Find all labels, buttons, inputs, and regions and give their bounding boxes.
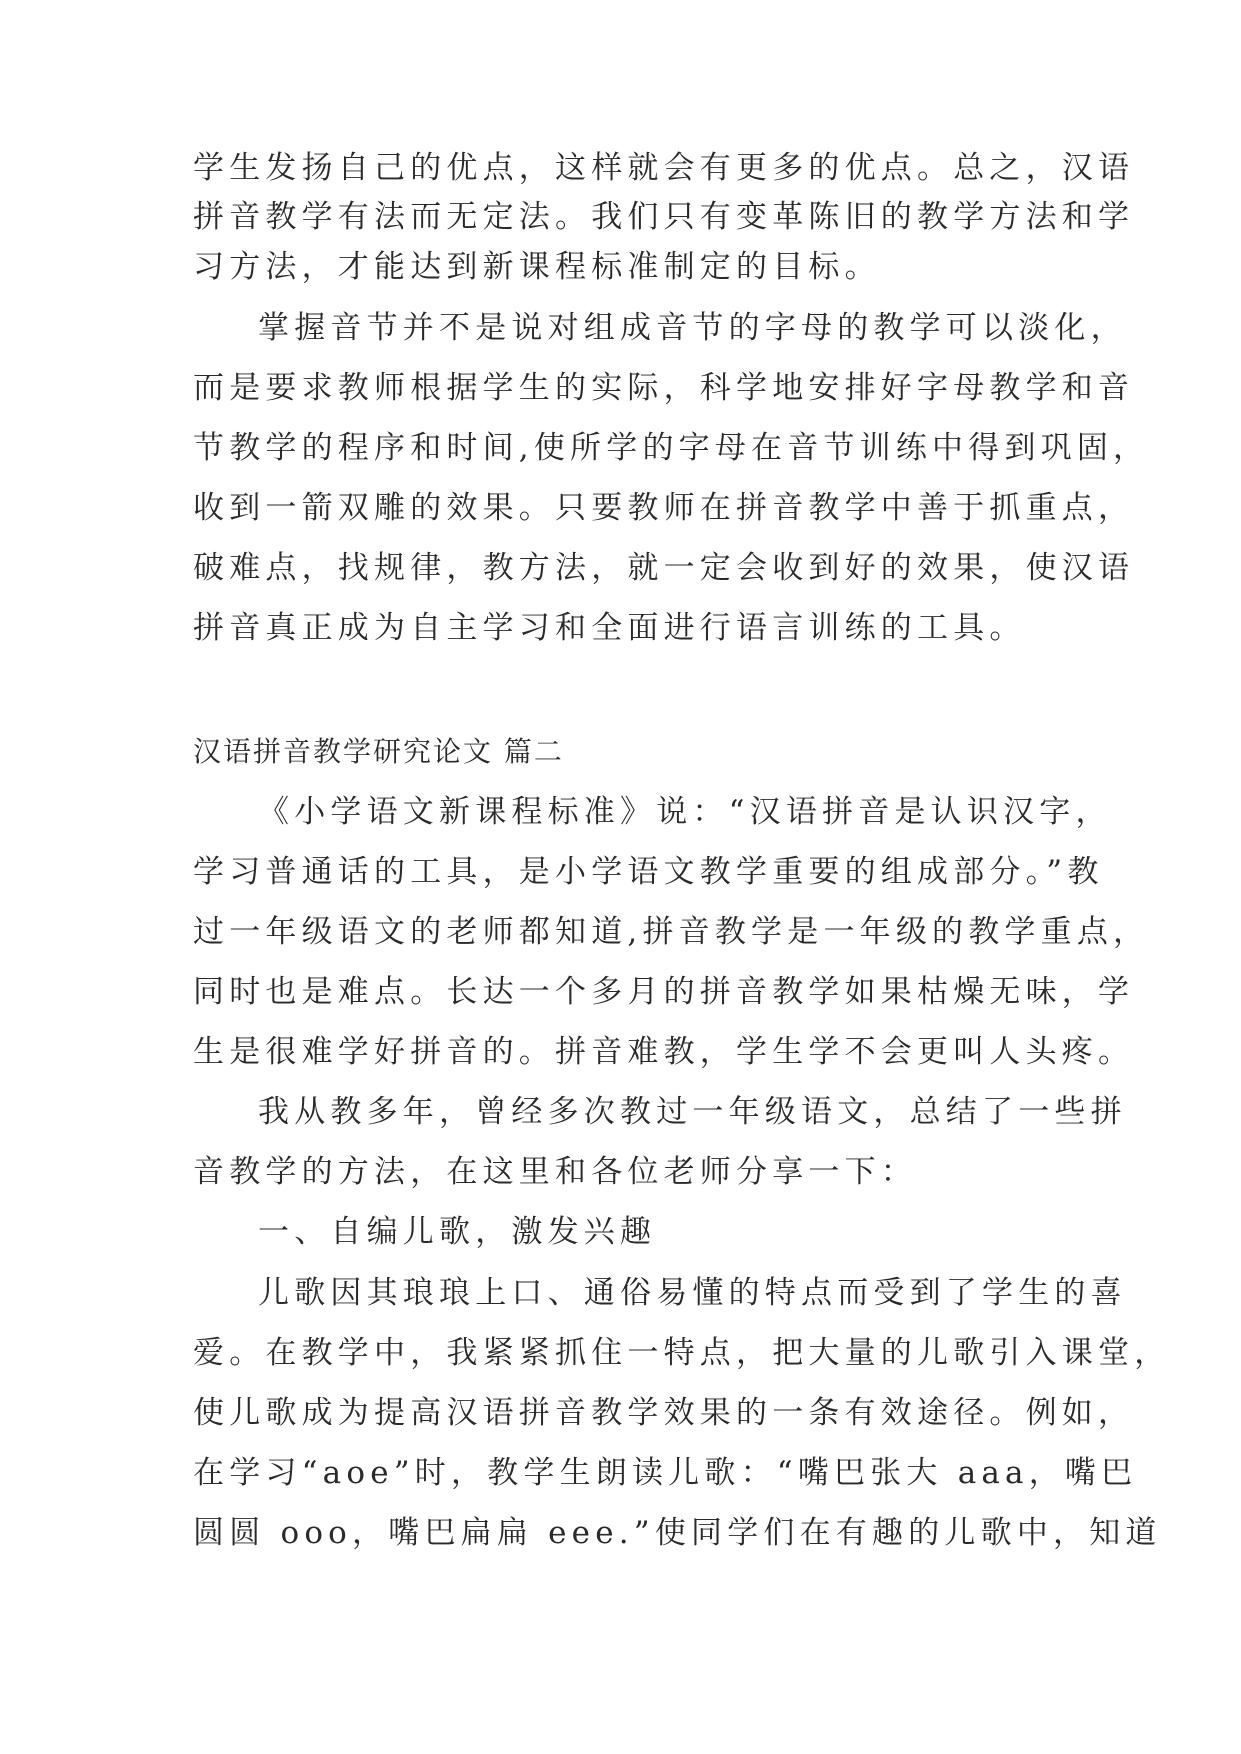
text-line: 节教学的程序和时间,使所学的字母在音节训练中得到巩固， [193, 430, 1150, 466]
text-line: 收到一箭双雕的效果。只要教师在拼音教学中善于抓重点， [193, 490, 1135, 526]
text-line: 拼音真正成为自主学习和全面进行语言训练的工具。 [193, 610, 1026, 646]
text-line: 破难点，找规律，教方法，就一定会收到好的效果，使汉语 [193, 550, 1135, 586]
text-line: 同时也是难点。长达一个多月的拼音教学如果枯燥无味，学 [193, 974, 1135, 1010]
text-line: 儿歌因其琅琅上口、通俗易懂的特点而受到了学生的喜 [258, 1275, 1127, 1311]
text-line: 而是要求教师根据学生的实际，科学地安排好字母教学和音 [193, 370, 1135, 406]
text-line: 掌握音节并不是说对组成音节的字母的教学可以淡化， [258, 310, 1127, 346]
text-line: 生是很难学好拼音的。拼音难教，学生学不会更叫人头疼。 [193, 1034, 1135, 1070]
text-line: 我从教多年，曾经多次教过一年级语文，总结了一些拼 [258, 1094, 1127, 1130]
text-line: 使儿歌成为提高汉语拼音教学效果的一条有效途径。例如， [193, 1395, 1135, 1431]
text-line: 拼音教学有法而无定法。我们只有变革陈旧的教学方法和学 [193, 199, 1135, 235]
text-line: 学生发扬自己的优点，这样就会有更多的优点。总之，汉语 [193, 150, 1135, 186]
text-line: 过一年级语文的老师都知道,拼音教学是一年级的教学重点， [193, 914, 1150, 950]
text-line: 习方法，才能达到新课程标准制定的目标。 [193, 249, 881, 285]
subheading: 一、自编儿歌，激发兴趣 [258, 1214, 657, 1250]
text-line: 在学习“aoe”时，教学生朗读儿歌：“嘴巴张大 aaa，嘴巴 [193, 1455, 1138, 1491]
text-line: 《小学语文新课程标准》说：“汉语拼音是认识汉字， [258, 794, 1112, 830]
section-heading: 汉语拼音教学研究论文 篇二 [193, 735, 564, 768]
text-line: 圆圆 ooo，嘴巴扁扁 eee.”使同学们在有趣的儿歌中，知道 [193, 1515, 1162, 1551]
text-line: 学习普通话的工具，是小学语文教学重要的组成部分。”教 [193, 854, 1104, 890]
text-line: 音教学的方法，在这里和各位老师分享一下： [193, 1154, 917, 1190]
text-line: 爱。在教学中，我紧紧抓住一特点，把大量的儿歌引入课堂， [193, 1335, 1171, 1371]
